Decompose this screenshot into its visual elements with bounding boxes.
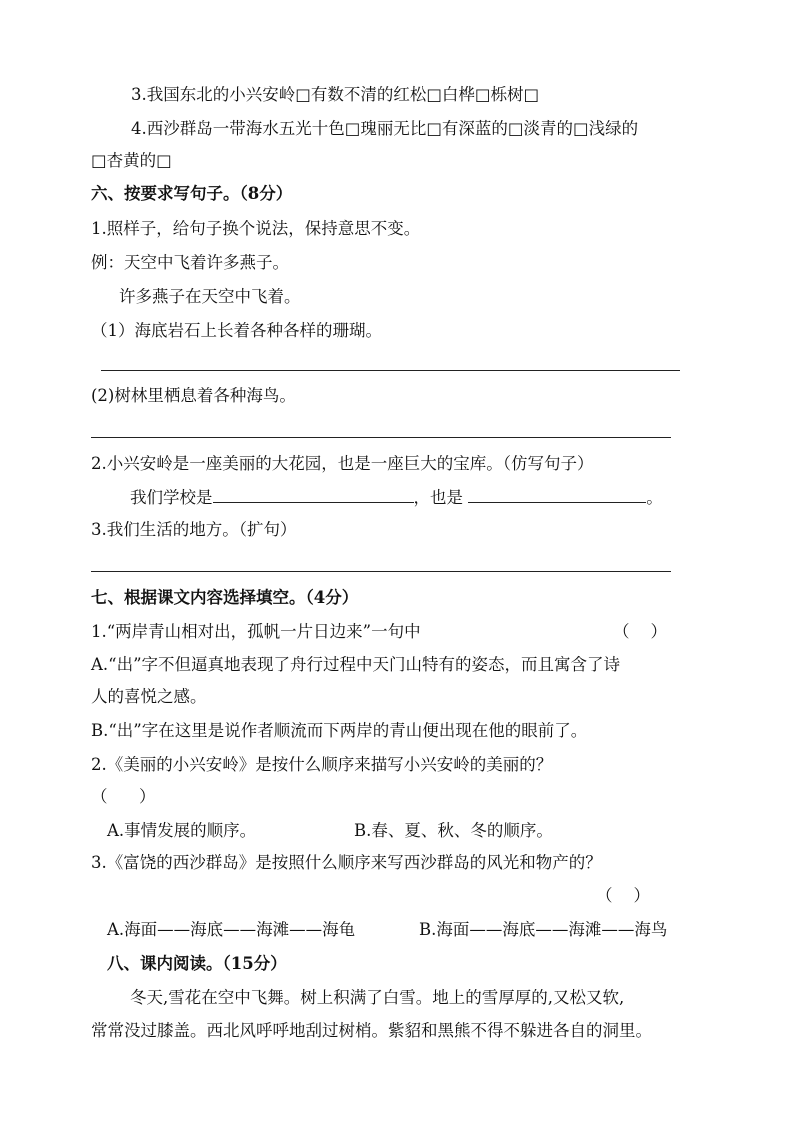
q7-q3-option-a: A.海面——海底——海滩——海龟 — [107, 920, 356, 939]
q5-item-4-line2: □杏黄的□ — [91, 151, 172, 170]
q6-example-label: 例：天空中飞着许多燕子。 — [91, 253, 289, 272]
q7-q1-answer-paren[interactable]: （ ） — [613, 622, 667, 641]
q7-q2-option-b: B.春、夏、秋、冬的顺序。 — [354, 821, 553, 840]
reading-passage-line1: 冬天,雪花在空中飞舞。树上积满了白雪。地上的雪厚厚的,又松又软, — [130, 988, 625, 1007]
section-8-heading: 八、课内阅读。（15分） — [107, 954, 287, 973]
imitate-start: 我们学校是 — [130, 488, 213, 507]
q7-q3-option-b: B.海面——海底——海滩——海鸟 — [419, 920, 668, 939]
q5-item-3: 3.我国东北的小兴安岭□有数不清的红松□白桦□栎树□ — [131, 85, 540, 104]
q7-q2-answer-paren[interactable]: （ ） — [91, 787, 156, 806]
imitate-blank-2[interactable] — [468, 486, 646, 503]
q6-imitate-sentence — [130, 486, 663, 509]
section-6-heading: 六、按要求写句子。（8分） — [91, 184, 293, 203]
reading-passage-line2: 常常没过膝盖。西北风呼呼地刮过树梢。紫貂和黑熊不得不躲进各自的洞里。 — [91, 1021, 652, 1040]
q7-question-1: 1.“两岸青山相对出，孤帆一片日边来”一句中 — [91, 622, 421, 641]
section-7-heading: 七、根据课文内容选择填空。（4分） — [91, 588, 359, 607]
q5-item-4-line1: 4.西沙群岛一带海水五光十色□瑰丽无比□有深蓝的□淡青的□浅绿的 — [131, 119, 639, 138]
imitate-mid: ，也是 — [413, 488, 463, 507]
q6-sentence-1-prompt: 1.照样子，给句子换个说法，保持意思不变。 — [91, 219, 421, 238]
q6-sentence-1a: （1）海底岩石上长着各种各样的珊瑚。 — [91, 321, 382, 340]
answer-line-3[interactable] — [91, 571, 671, 572]
q6-sentence-3-prompt: 3.我们生活的地方。（扩句） — [91, 520, 297, 539]
answer-line-1a[interactable] — [101, 370, 680, 371]
q6-example-answer: 许多燕子在天空中飞着。 — [119, 287, 301, 306]
q7-q1-option-a-line1: A.“出”字不但逼真地表现了舟行过程中天门山特有的姿态，而且寓含了诗 — [91, 655, 621, 674]
q7-q1-option-b: B.“出”字在这里是说作者顺流而下两岸的青山便出现在他的眼前了。 — [91, 721, 588, 740]
q6-sentence-2-prompt: 2.小兴安岭是一座美丽的大花园，也是一座巨大的宝库。（仿写句子） — [91, 454, 594, 473]
q7-question-3: 3.《富饶的西沙群岛》是按照什么顺序来写西沙群岛的风光和物产的？ — [91, 853, 602, 872]
q7-question-2: 2.《美丽的小兴安岭》是按什么顺序来描写小兴安岭的美丽的？ — [91, 755, 553, 774]
answer-line-1b[interactable] — [91, 437, 671, 438]
q7-q1-option-a-line2: 人的喜悦之感。 — [91, 687, 207, 706]
q6-sentence-1b: (2)树林里栖息着各种海鸟。 — [91, 386, 296, 405]
q7-q2-option-a: A.事情发展的顺序。 — [107, 821, 257, 840]
imitate-end: 。 — [646, 488, 663, 507]
q7-q3-answer-paren[interactable]: （ ） — [596, 886, 650, 905]
imitate-blank-1[interactable] — [213, 486, 414, 503]
